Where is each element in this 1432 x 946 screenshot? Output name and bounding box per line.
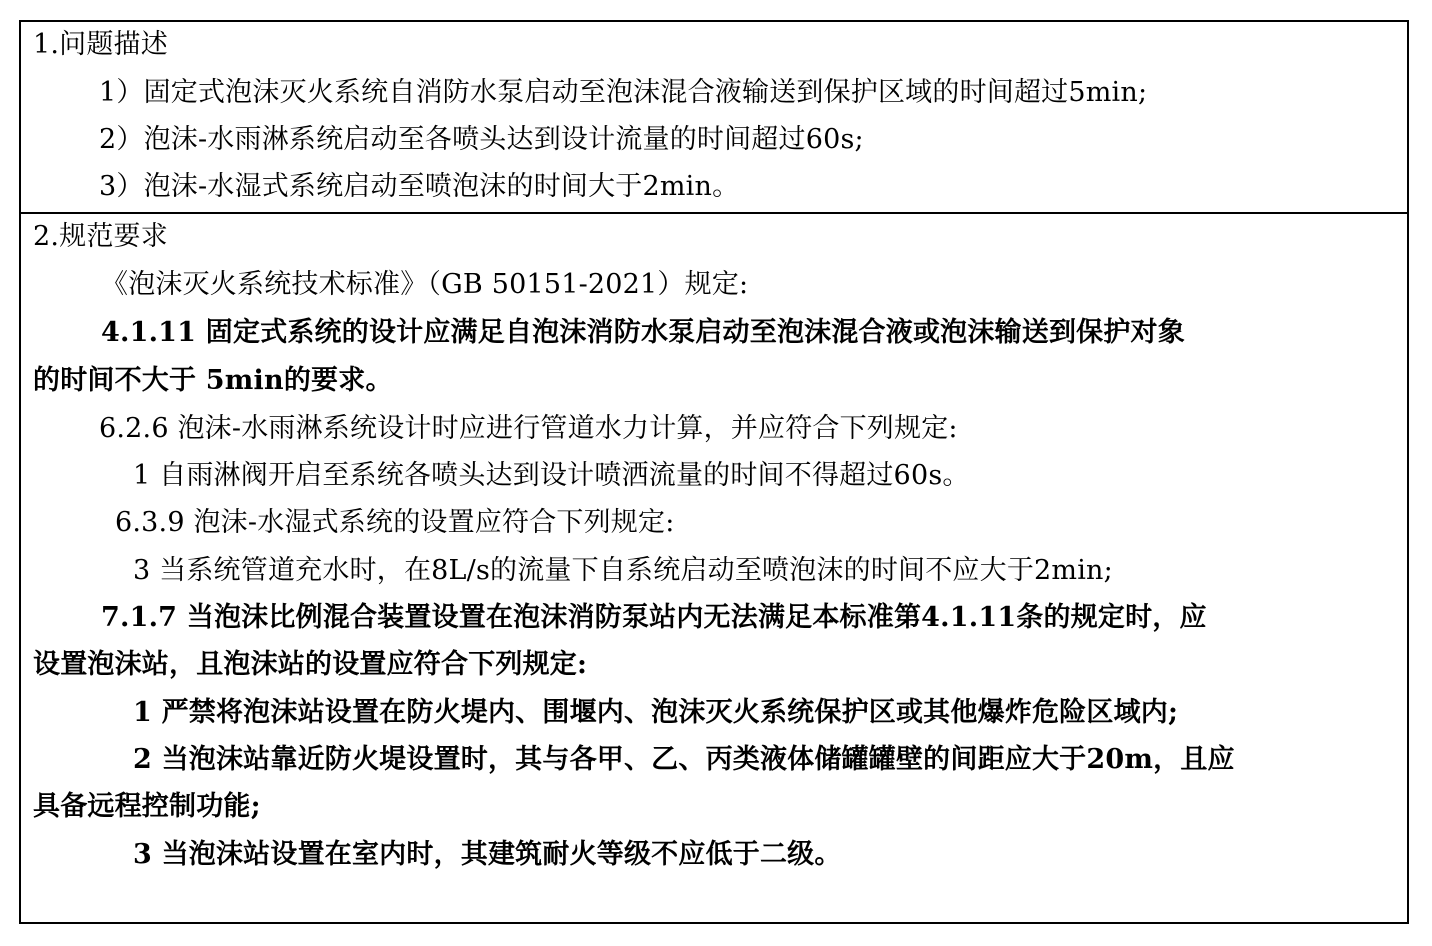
- clause-7-1-7-line2: 设置泡沫站，且泡沫站的设置应符合下列规定:: [33, 649, 588, 680]
- clause-6-3-9-title: 6.3.9 泡沫-水湿式系统的设置应符合下列规定:: [115, 507, 675, 538]
- clause-6-3-9-item3: 3 当系统管道充水时，在8L/s的流量下自系统启动至喷泡沫的时间不应大于2min;: [133, 555, 1113, 586]
- clause-6-2-6-title: 6.2.6 泡沫-水雨淋系统设计时应进行管道水力计算，并应符合下列规定:: [99, 413, 958, 444]
- problem-item-1: 1）固定式泡沫灭火系统自消防水泵启动至泡沫混合液输送到保护区域的时间超过5min;: [99, 77, 1148, 108]
- clause-7-1-7-item3: 3 当泡沫站设置在室内时，其建筑耐火等级不应低于二级。: [133, 839, 842, 870]
- section-divider: [21, 212, 1407, 214]
- problem-item-2: 2）泡沫-水雨淋系统启动至各喷头达到设计流量的时间超过60s;: [99, 124, 864, 155]
- section2-heading: 2.规范要求: [33, 221, 168, 252]
- clause-7-1-7-item2-line1: 2 当泡沫站靠近防火堤设置时，其与各甲、乙、丙类液体储罐罐壁的间距应大于20m，且应: [133, 744, 1235, 775]
- clause-4-1-11-line2: 的时间不大于 5min的要求。: [33, 365, 393, 396]
- standard-reference: 《泡沫灭火系统技术标准》（GB 50151-2021）规定:: [101, 269, 749, 300]
- clause-6-2-6-item1: 1 自雨淋阀开启至系统各喷头达到设计喷洒流量的时间不得超过60s。: [133, 460, 970, 491]
- clause-4-1-11-line1: 4.1.11 固定式系统的设计应满足自泡沫消防水泵启动至泡沫混合液或泡沫输送到保护对象: [101, 317, 1185, 348]
- document-table: [19, 20, 1409, 924]
- clause-7-1-7-item2-line2: 具备远程控制功能;: [33, 791, 261, 822]
- problem-item-3: 3）泡沫-水湿式系统启动至喷泡沫的时间大于2min。: [99, 171, 740, 202]
- clause-7-1-7-item1: 1 严禁将泡沫站设置在防火堤内、围堰内、泡沫灭火系统保护区或其他爆炸危险区域内;: [133, 697, 1179, 728]
- section1-heading: 1.问题描述: [33, 29, 168, 60]
- clause-7-1-7-line1: 7.1.7 当泡沫比例混合装置设置在泡沫消防泵站内无法满足本标准第4.1.11条的规定时，应: [101, 602, 1207, 633]
